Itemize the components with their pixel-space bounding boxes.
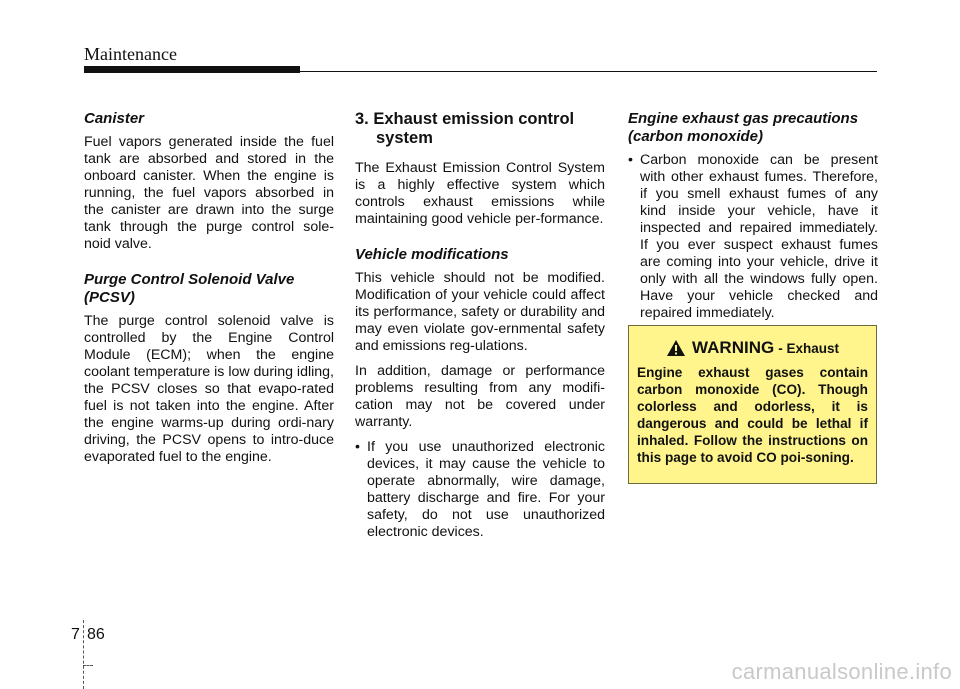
- modifications-text-1: This vehicle should not be modified. Modification of your vehicle could affect its performance, safety or durability and may even violate gov-ernmental safety and emissions reg-ulations.: [355, 270, 605, 354]
- warning-sublabel: - Exhaust: [778, 340, 839, 356]
- header-bar: [84, 66, 300, 73]
- pcsv-heading: Purge Control Solenoid Valve (PCSV): [84, 271, 295, 306]
- electronic-devices-text: If you use unauthorized electronic devices, it may cause the vehicle to operate abnormally, wire damage, battery discharge and fire. For your safety, do not use unauthorized electronic devices.: [367, 439, 605, 540]
- column-right: [628, 110, 878, 330]
- column-middle: [355, 110, 605, 549]
- list-item: [628, 152, 878, 330]
- page-number: 86: [87, 626, 105, 643]
- warning-box: [628, 325, 877, 484]
- warning-triangle-icon: [666, 339, 686, 357]
- chapter-number: 7: [71, 626, 80, 643]
- footer-tick: [83, 665, 93, 666]
- vehicle-modifications-heading: Vehicle modifications: [355, 246, 509, 263]
- column-left: [84, 110, 334, 474]
- carbon-monoxide-text: Carbon monoxide can be present with other exhaust fumes. Therefore, if you smell exhaust fumes of any kind inside your vehicle, have it inspected and repaired immediately. If you ever suspect exhaust fumes are coming into your vehicle, drive it only with all the windows fully open. Have your vehicle checked and repaired immediately.: [640, 152, 878, 321]
- warning-header: [637, 338, 868, 358]
- list-item: [355, 439, 605, 549]
- warning-label: WARNING: [692, 338, 775, 357]
- pcsv-text: The purge control solenoid valve is controlled by the Engine Control Module (ECM); when the engine coolant temperature is low during idling, the PCSV closes so that evapo-rated fuel is not taken into the engine. After the engine warms-up during ordi-nary driving, the PCSV opens to intro-duce evaporated fuel to the engine.: [84, 313, 334, 465]
- warning-text: Engine exhaust gases contain carbon monoxide (CO). Though colorless and odorless, it is dangerous and could be lethal if inhaled. Follow the instructions on this page to avoid CO poi-soning.: [637, 365, 868, 465]
- canister-text: Fuel vapors generated inside the fuel tank are absorbed and stored in the onboard canister. When the engine is running, the fuel vapors absorbed in the canister are drawn into the surge tank through the purge control sole-noid valve.: [84, 134, 334, 252]
- canister-heading: Canister: [84, 110, 145, 127]
- bullet-dot: •: [355, 439, 360, 455]
- header-rule: [300, 71, 877, 72]
- watermark: carmanualsonline.info: [731, 659, 952, 684]
- footer-divider: [83, 620, 84, 689]
- exhaust-precautions-heading: Engine exhaust gas precautions (carbon monoxide): [628, 110, 859, 145]
- bullet-dot: •: [628, 152, 633, 168]
- section-title: 3. Exhaust emission control system: [355, 110, 575, 147]
- page-header-title: Maintenance: [84, 44, 177, 64]
- emission-intro-text: The Exhaust Emission Control System is a highly effective system which controls exhaust emissions while maintaining good vehicle per-formance.: [355, 160, 605, 227]
- modifications-text-2: In addition, damage or performance problems resulting from any modifi-cation may not be covered under warranty.: [355, 363, 605, 430]
